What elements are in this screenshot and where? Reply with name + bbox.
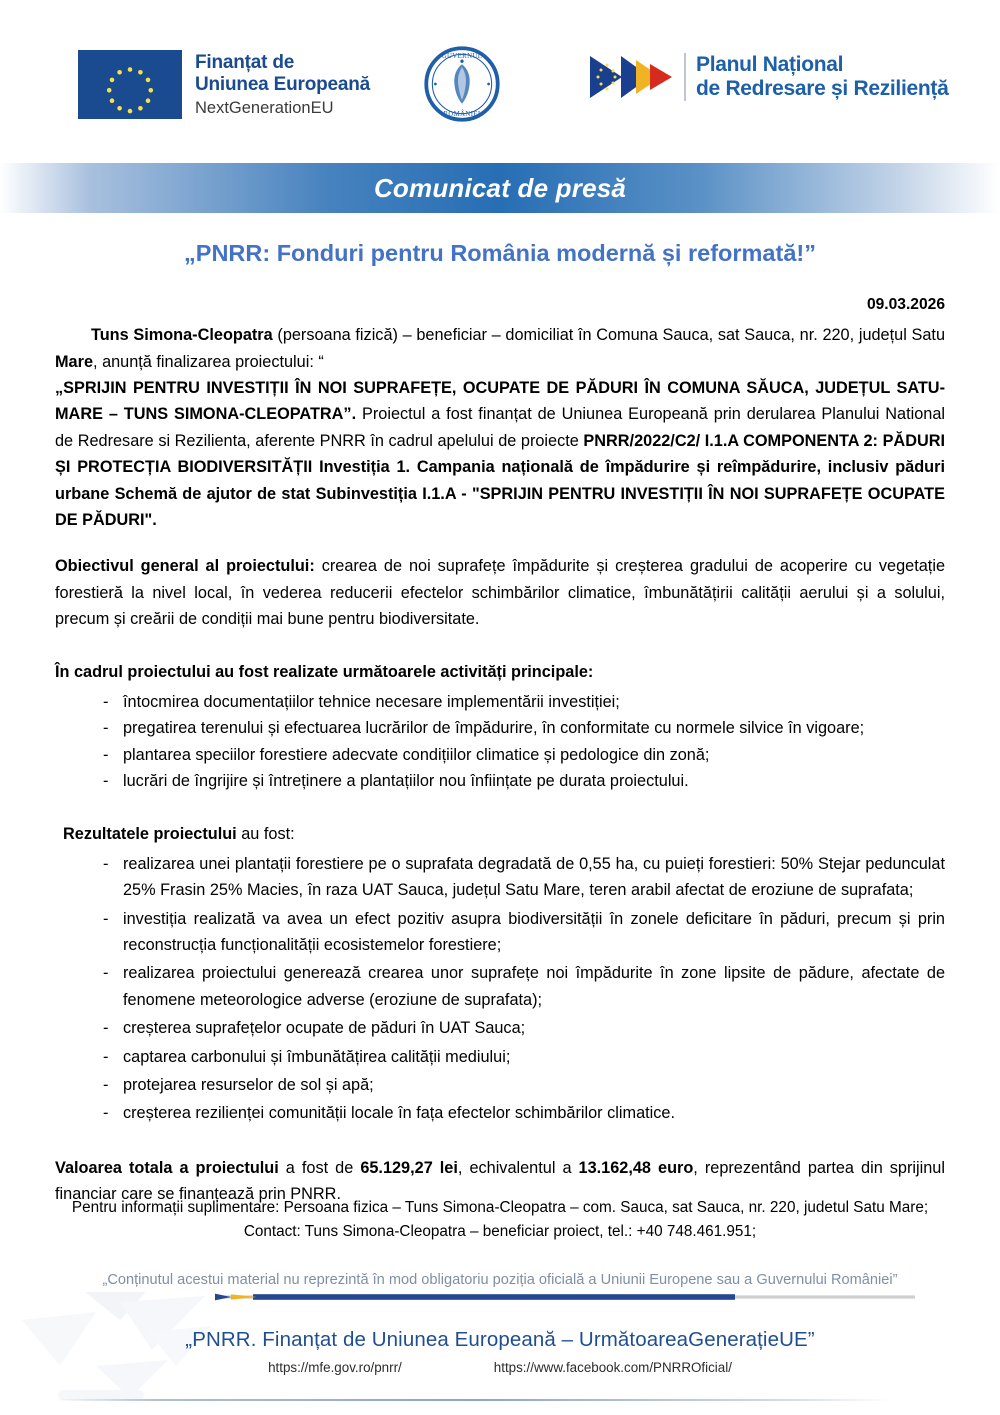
footer [0, 1292, 1000, 1415]
results-heading-rest: au fost: [236, 824, 295, 843]
eu-logo-line3: NextGenerationEU [195, 99, 334, 118]
document-body [55, 292, 945, 1208]
press-release-banner [0, 163, 1000, 213]
results-heading-bold: Rezultatele proiectului [63, 824, 237, 843]
eu-logo-line2: Uniunea Europeană [195, 74, 371, 96]
eu-funding-logo [78, 50, 370, 119]
list-item: - investiția realizată va avea un efect pozitiv asupra biodiversității în zonele deficitare în păduri, precum și prin reconstrucția funcționalității ecosistemelor forestiere; [55, 906, 945, 959]
list-item: - protejarea resurselor de sol și apă; [55, 1072, 945, 1098]
beneficiary-name: Tuns Simona-Cleopatra [91, 326, 273, 345]
intro-line1-rest: (persoana fizică) – beneficiar – domiciliat în Comuna Sauca, sat Sauca, nr. 220, județul Satu [272, 326, 945, 345]
objective-label: Obiectivul general al proiectului: [55, 557, 315, 576]
intro-paragraph [55, 322, 945, 375]
objective-text: crearea de noi suprafețe împădurite și creșterea gradului de acoperire cu vegetație forestieră la nivel local, în vederea reducerii efectelor schimbărilor climatice, îmbunătățirii calității aerului și a solului, precum și creării de condiții mai bune pentru biodiversitate. [55, 557, 945, 629]
banner-title: Comunicat de presă [373, 172, 627, 203]
value-mid2: , echivalentul a [457, 1158, 579, 1177]
list-item: - creșterea suprafețelor ocupate de păduri în UAT Sauca; [55, 1015, 945, 1041]
disclaimer-text: „Conținutul acestui material nu reprezintă în mod obligatoriu poziția oficială a Uniunii Europene sau a Guvernului României” [102, 1272, 898, 1288]
project-call-reference: PNRR/2022/C2/ I.1.A COMPONENTA 2: PĂDURI ȘI PROTECȚIA BIODIVERSITĂȚII Investiția 1. Campania națională de împădurire și reîmpădurire, inclusiv păduri urbane Schemă de ajutor de stat Subinvestiția I.1.A - "SPRIJIN PENTRU INVESTIȚII ÎN NOI SUPRAFEȚE OCUPATE DE PĂDURI". [55, 431, 945, 529]
svg-text:ROMÂNIEI: ROMÂNIEI [443, 110, 481, 118]
list-item: - pregatirea terenului și efectuarea lucrărilor de împădurire, în conformitate cu normele silvice în vigoare; [55, 715, 945, 741]
list-item: - întocmirea documentațiilor tehnice necesare implementării investiției; [55, 689, 945, 715]
value-tail: , reprezentând partea din sprijinul financiar care se finanțează prin PNRR. [55, 1158, 945, 1204]
eu-stars-icon [78, 50, 182, 119]
value-amount-lei: 65.129,27 lei [360, 1158, 458, 1177]
contact-line-1: Pentru informații suplimentare: Persoana fizica – Tuns Simona-Cleopatra – com. Sauca, sat Sauca, nr. 220, judetul Satu Mare; [71, 1199, 929, 1216]
value-amount-eur: 13.162,48 euro [578, 1158, 694, 1177]
footer-decorative-bar [215, 1293, 915, 1301]
list-item: - captarea carbonului și îmbunătățirea calității mediului; [55, 1044, 945, 1070]
footer-divider [55, 1399, 890, 1401]
eu-flag-icon [78, 50, 182, 119]
eu-logo-line1: Finanțat de [195, 52, 295, 73]
project-name: „SPRIJIN PENTRU INVESTIȚII ÎN NOI SUPRAFEȚE, OCUPATE DE PĂDURI ÎN COMUNA SĂUCA, JUDEȚUL SATU-MARE – TUNS SIMONA-CLEOPATRA”. [55, 379, 945, 424]
pnrr-logo [588, 52, 949, 102]
footer-link-facebook[interactable]: https://www.facebook.com/PNRROficial/ [493, 1360, 732, 1375]
contact-info [55, 1196, 945, 1243]
list-item: - realizarea proiectului generează crearea unor suprafețe noi împădurite în zone lipsite de pădure, afectate de fenomene meteorologice adverse (eroziune de suprafata); [55, 960, 945, 1013]
contact-line-2: Contact: Tuns Simona-Cleopatra – beneficiar proiect, tel.: +40 748.461.951; [243, 1222, 757, 1240]
results-list [55, 851, 945, 1127]
romania-government-seal-icon [424, 46, 500, 122]
pnrr-logo-line2: de Redresare și Reziliență [696, 77, 949, 100]
header-logos [0, 0, 1000, 150]
pnrr-logo-divider [684, 53, 686, 101]
footer-link-mfe[interactable]: https://mfe.gov.ro/pnrr/ [268, 1360, 402, 1375]
activities-list [55, 689, 945, 795]
value-mid1: a fost de [278, 1158, 361, 1177]
pnrr-arrows-icon [588, 52, 680, 102]
footer-watermark-graphic [0, 1292, 320, 1415]
project-funding-text: Proiectul a fost finanțat de Uniunea Europeană prin derularea Planului National de Redresare si Rezilienta, aferente PNRR în cadrul apelului de proiecte [55, 405, 945, 450]
project-paragraph [55, 375, 945, 533]
activities-heading-text: În cadrul proiectului au fost realizate următoarele activități principale: [55, 662, 594, 681]
list-item: - creșterea rezilienței comunității locale în fața efectelor schimbărilor climatice. [55, 1100, 945, 1126]
activities-heading [55, 659, 945, 685]
objective-paragraph [55, 553, 945, 632]
intro-line2-a: Mare [55, 352, 94, 371]
list-item: - realizarea unei plantații forestiere pe o suprafata degradată de 0,55 ha, cu puieți forestieri: 50% Stejar pedunculat 25% Frasin 25% Macies, în raza UAT Sauca, județul Satu Mare, teren arabil afectat de eroziune de suprafata; [55, 851, 945, 904]
svg-text:GUVERNUL: GUVERNUL [441, 53, 483, 61]
footer-links [0, 1360, 1000, 1375]
results-heading [55, 821, 945, 847]
footer-title: „PNRR. Finanțat de Uniunea Europeană – UrmătoareaGenerațieUE” [185, 1328, 815, 1351]
list-item: - lucrări de îngrijire și întreținere a plantațiilor nou înființate pe durata proiectului. [55, 768, 945, 794]
list-item: - plantarea speciilor forestiere adecvate condițiilor climatice și pedologice din zonă; [55, 742, 945, 768]
page-title: „PNRR: Fonduri pentru România modernă și reformată!” [184, 240, 816, 266]
intro-line2-b: , anunță finalizarea proiectului: “ [93, 352, 324, 371]
publication-date: 09.03.2026 [866, 296, 945, 313]
value-label: Valoarea totala a proiectului [55, 1158, 279, 1177]
pnrr-logo-line1: Planul Național [696, 53, 844, 77]
